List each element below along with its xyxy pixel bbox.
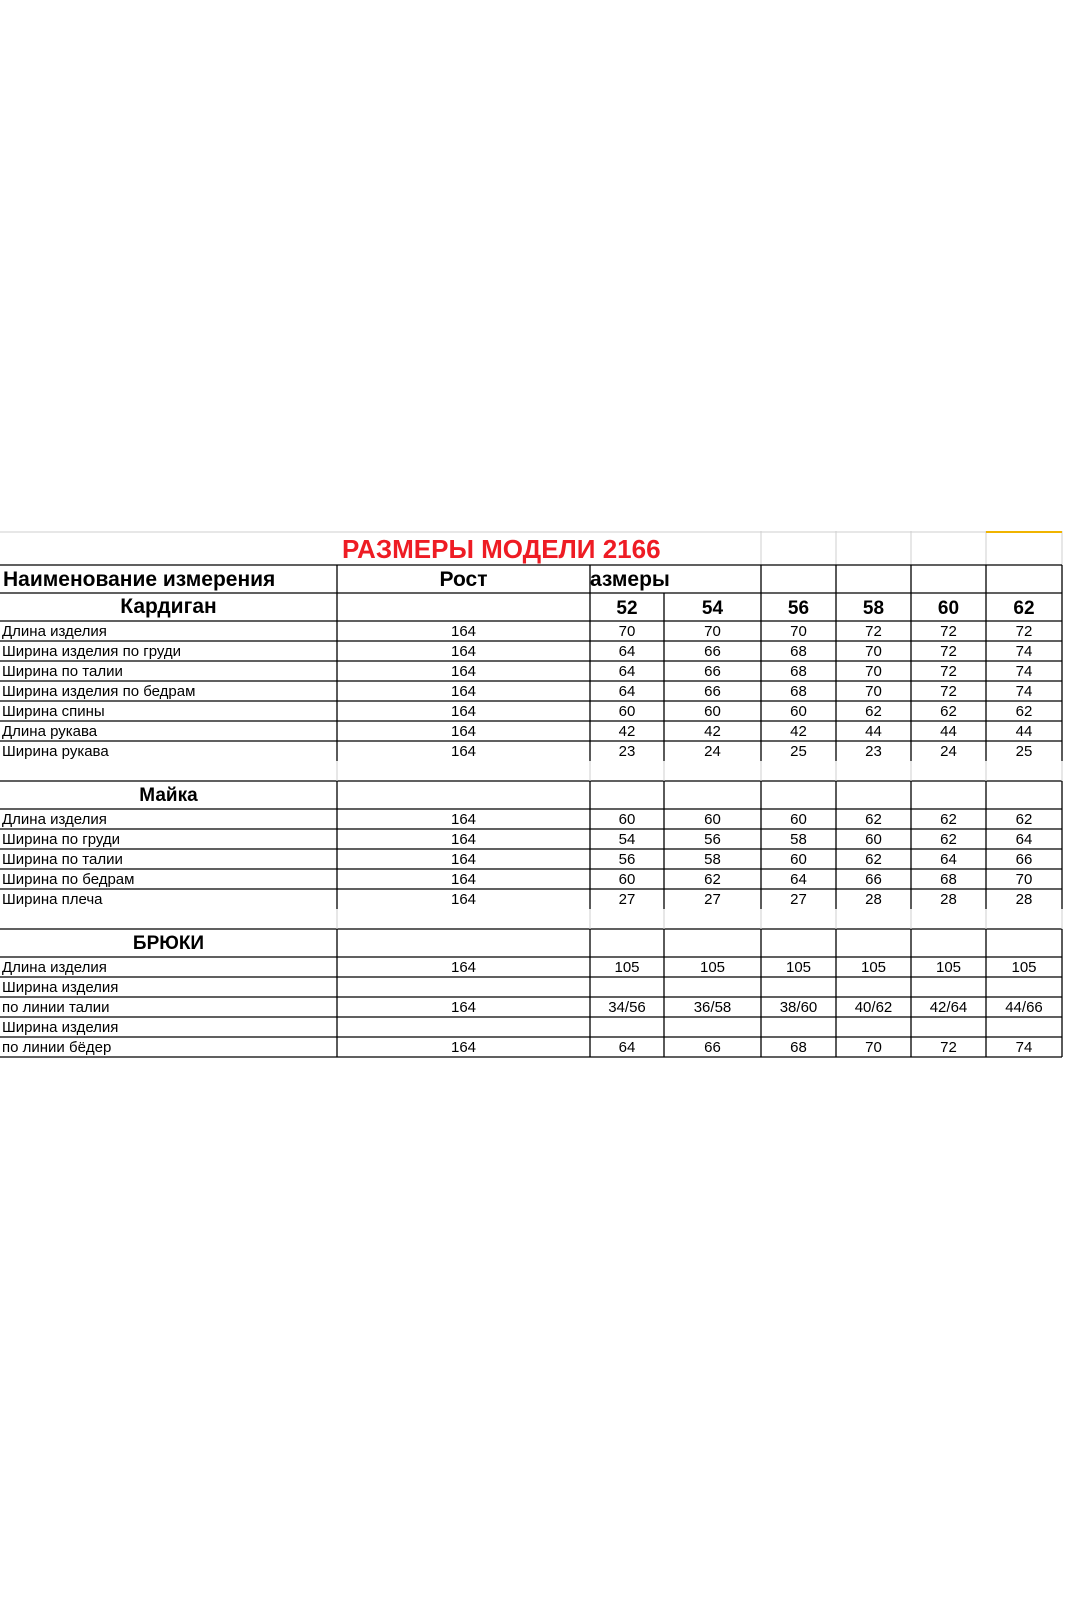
size-value: 66 — [865, 871, 882, 888]
size-value: 105 — [860, 959, 887, 976]
size-value: 70 — [865, 643, 882, 660]
size-value: 72 — [865, 623, 882, 640]
height-value: 164 — [450, 811, 477, 828]
size-value: 42 — [618, 723, 636, 740]
size-header: 54 — [701, 598, 724, 619]
size-value: 60 — [618, 811, 636, 828]
size-value: 62 — [1015, 703, 1033, 720]
size-value: 70 — [865, 1039, 882, 1056]
size-value: 72 — [940, 623, 957, 640]
measurement-label: Ширина спины — [2, 703, 105, 720]
size-value: 70 — [865, 663, 882, 680]
size-value: 68 — [790, 643, 807, 660]
size-value: 62 — [1015, 811, 1033, 828]
size-value: 64 — [618, 1039, 636, 1056]
measurement-label: Ширина рукава — [2, 743, 109, 760]
size-value: 105 — [699, 959, 726, 976]
measurement-label: Ширина плеча — [2, 891, 103, 908]
size-header: 58 — [862, 598, 885, 619]
measurement-label: Ширина по талии — [2, 663, 123, 680]
size-header: 60 — [937, 598, 960, 619]
size-value: 60 — [704, 703, 721, 720]
measurement-label: Ширина изделия по груди — [2, 643, 181, 660]
size-value: 72 — [940, 643, 957, 660]
size-value: 25 — [790, 743, 807, 760]
size-value: 64 — [790, 871, 807, 888]
size-value: 24 — [704, 743, 721, 760]
size-value: 64 — [618, 643, 636, 660]
height-value: 164 — [450, 643, 477, 660]
section-title: БРЮКИ — [132, 933, 205, 954]
size-value: 72 — [1015, 623, 1033, 640]
size-value: 62 — [940, 811, 957, 828]
size-value: 64 — [1015, 831, 1033, 848]
measurement-label: Ширина по талии — [2, 851, 123, 868]
size-value: 60 — [790, 811, 807, 828]
size-value: 44 — [940, 723, 957, 740]
section-title: Майка — [139, 785, 198, 806]
height-value: 164 — [450, 723, 477, 740]
size-value: 72 — [940, 663, 957, 680]
measurement-label: Ширина по бедрам — [2, 871, 135, 888]
size-value: 66 — [704, 1039, 721, 1056]
height-value: 164 — [450, 891, 477, 908]
size-value: 27 — [704, 891, 721, 908]
size-value: 44 — [865, 723, 882, 740]
size-header: 62 — [1013, 598, 1035, 619]
size-value: 36/58 — [693, 999, 732, 1016]
measurement-label: по линии бёдер — [2, 1039, 112, 1056]
measurement-label: Ширина по груди — [2, 831, 121, 848]
page-title: РАЗМЕРЫ МОДЕЛИ 2166 — [342, 534, 661, 564]
size-value: 28 — [1015, 891, 1033, 908]
height-value: 164 — [450, 683, 477, 700]
size-value: 70 — [865, 683, 882, 700]
size-value: 66 — [704, 663, 721, 680]
header-sizes-column: азмеры — [590, 568, 670, 591]
height-value: 164 — [450, 743, 477, 760]
size-value: 66 — [704, 643, 721, 660]
height-value: 164 — [450, 663, 477, 680]
measurement-label: Длина изделия — [2, 811, 107, 828]
size-value: 105 — [935, 959, 962, 976]
size-value: 28 — [940, 891, 957, 908]
size-value: 74 — [1015, 643, 1033, 660]
size-value: 60 — [618, 703, 636, 720]
measurement-label: Длина изделия — [2, 959, 107, 976]
size-value: 24 — [940, 743, 957, 760]
measurement-label: Длина изделия — [2, 623, 107, 640]
measurement-label: Ширина изделия по бедрам — [2, 683, 196, 700]
size-value: 44 — [1015, 723, 1033, 740]
size-value: 38/60 — [779, 999, 818, 1016]
height-value: 164 — [450, 703, 477, 720]
size-value: 58 — [704, 851, 721, 868]
measurement-label: по линии талии — [2, 999, 110, 1016]
size-value: 27 — [618, 891, 636, 908]
size-header: 56 — [787, 598, 810, 619]
size-value: 62 — [704, 871, 721, 888]
section-title: Кардиган — [120, 595, 217, 618]
size-value: 62 — [940, 831, 957, 848]
size-value: 58 — [790, 831, 807, 848]
size-value: 42/64 — [929, 999, 968, 1016]
size-value: 68 — [790, 1039, 807, 1056]
size-value: 60 — [865, 831, 882, 848]
size-value: 28 — [865, 891, 882, 908]
size-value: 105 — [1011, 959, 1037, 976]
size-value: 56 — [704, 831, 721, 848]
header-height-column: Рост — [439, 568, 488, 591]
size-value: 34/56 — [608, 999, 646, 1016]
size-value: 62 — [865, 851, 882, 868]
size-value: 64 — [618, 663, 636, 680]
height-value: 164 — [450, 851, 477, 868]
size-value: 62 — [865, 703, 882, 720]
size-value: 60 — [790, 851, 807, 868]
size-value: 70 — [704, 623, 721, 640]
size-value: 60 — [704, 811, 721, 828]
size-value: 70 — [1015, 871, 1033, 888]
size-value: 62 — [865, 811, 882, 828]
size-value: 60 — [618, 871, 636, 888]
height-value: 164 — [450, 623, 477, 640]
size-value: 105 — [614, 959, 640, 976]
measurement-label: Ширина изделия — [2, 979, 119, 996]
height-value: 164 — [450, 1039, 477, 1056]
size-value: 64 — [940, 851, 957, 868]
height-value: 164 — [450, 959, 477, 976]
size-value: 66 — [704, 683, 721, 700]
header-name-column: Наименование измерения — [3, 568, 276, 591]
size-value: 25 — [1015, 743, 1033, 760]
measurement-label: Ширина изделия — [2, 1019, 119, 1036]
size-value: 68 — [940, 871, 957, 888]
size-value: 44/66 — [1005, 999, 1043, 1016]
size-header: 52 — [616, 598, 638, 619]
size-value: 74 — [1015, 683, 1033, 700]
size-value: 64 — [618, 683, 636, 700]
size-value: 74 — [1015, 1039, 1033, 1056]
size-value: 42 — [790, 723, 807, 740]
size-value: 74 — [1015, 663, 1033, 680]
size-value: 72 — [940, 683, 957, 700]
size-value: 60 — [790, 703, 807, 720]
size-chart-sheet — [0, 531, 1066, 1071]
size-value: 66 — [1015, 851, 1033, 868]
height-value: 164 — [450, 831, 477, 848]
size-value: 105 — [785, 959, 812, 976]
size-value: 72 — [940, 1039, 957, 1056]
measurement-label: Длина рукава — [2, 723, 98, 740]
size-value: 70 — [790, 623, 807, 640]
size-value: 40/62 — [854, 999, 893, 1016]
size-value: 23 — [618, 743, 636, 760]
height-value: 164 — [450, 871, 477, 888]
size-value: 62 — [940, 703, 957, 720]
size-value: 54 — [618, 831, 636, 848]
size-value: 23 — [865, 743, 882, 760]
size-value: 42 — [704, 723, 721, 740]
size-value: 68 — [790, 663, 807, 680]
height-value: 164 — [450, 999, 477, 1016]
size-value: 27 — [790, 891, 807, 908]
size-value: 70 — [618, 623, 636, 640]
size-value: 56 — [618, 851, 636, 868]
size-value: 68 — [790, 683, 807, 700]
